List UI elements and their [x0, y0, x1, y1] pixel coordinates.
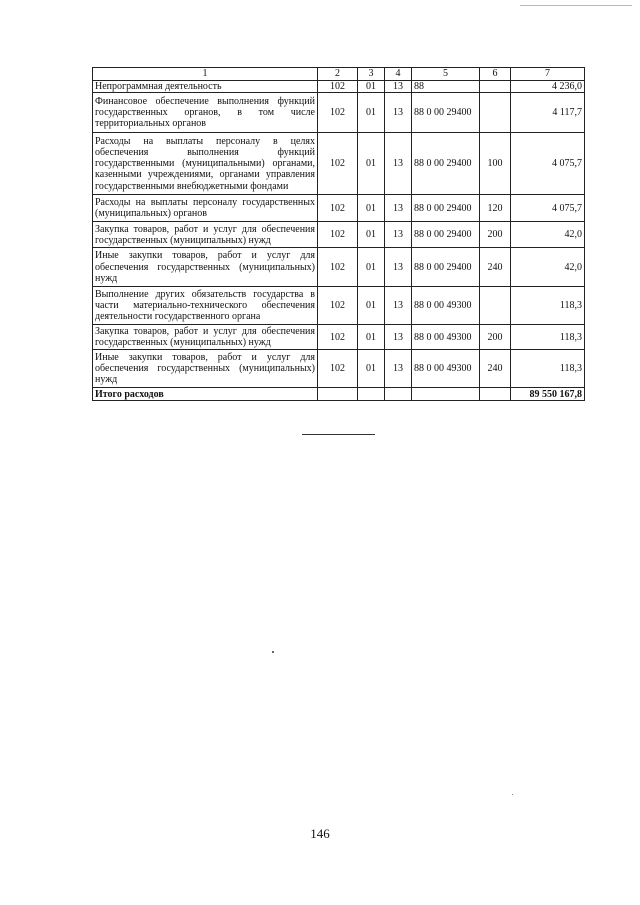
row-name: Иные закупки товаров, работ и услуг для обеспечения государственных (муниципальных) нужд [93, 350, 318, 388]
code-target-article: 88 0 00 29400 [412, 248, 480, 287]
row-amount: 118,3 [511, 287, 585, 325]
header-cell: 5 [412, 68, 480, 81]
code-expense-type: 200 [480, 325, 511, 350]
table-row [93, 195, 585, 222]
code-expense-type: 200 [480, 222, 511, 248]
header-cell: 3 [358, 68, 385, 81]
table-row [93, 325, 585, 350]
empty-cell [480, 388, 511, 401]
code-subsection: 13 [385, 133, 412, 195]
code-ministry: 102 [318, 325, 358, 350]
code-ministry: 102 [318, 195, 358, 222]
code-expense-type: 100 [480, 133, 511, 195]
code-section: 01 [358, 81, 385, 93]
code-section: 01 [358, 287, 385, 325]
top-edge-rule [520, 5, 632, 6]
code-expense-type: 240 [480, 350, 511, 388]
row-amount: 42,0 [511, 222, 585, 248]
row-name: Расходы на выплаты персоналу в целях обеспечения выполнения функций государственными (муниципальными) органами, казенными учреждениями, органами управления государственными внебюджетными фондами [93, 133, 318, 195]
row-amount: 4 075,7 [511, 133, 585, 195]
table-row [93, 93, 585, 133]
code-target-article: 88 0 00 29400 [412, 195, 480, 222]
row-amount: 118,3 [511, 350, 585, 388]
page-number: 146 [310, 826, 330, 841]
empty-cell [318, 388, 358, 401]
code-subsection: 13 [385, 195, 412, 222]
row-name: Расходы на выплаты персоналу государственных (муниципальных) органов [93, 195, 318, 222]
code-subsection: 13 [385, 287, 412, 325]
code-target-article: 88 0 00 49300 [412, 287, 480, 325]
table-row [93, 350, 585, 388]
total-amount: 89 550 167,8 [511, 388, 585, 401]
row-amount: 4 236,0 [511, 81, 585, 93]
empty-cell [412, 388, 480, 401]
code-expense-type: 240 [480, 248, 511, 287]
code-section: 01 [358, 195, 385, 222]
table-row [93, 81, 585, 93]
code-subsection: 13 [385, 325, 412, 350]
table-row [93, 222, 585, 248]
code-target-article: 88 0 00 29400 [412, 133, 480, 195]
code-expense-type [480, 93, 511, 133]
code-subsection: 13 [385, 93, 412, 133]
code-ministry: 102 [318, 248, 358, 287]
code-ministry: 102 [318, 93, 358, 133]
header-cell: 1 [93, 68, 318, 81]
code-ministry: 102 [318, 350, 358, 388]
row-name: Закупка товаров, работ и услуг для обеспечения государственных (муниципальных) нужд [93, 325, 318, 350]
code-subsection: 13 [385, 81, 412, 93]
code-section: 01 [358, 133, 385, 195]
table-header-row [93, 68, 585, 81]
header-cell: 4 [385, 68, 412, 81]
code-target-article: 88 0 00 49300 [412, 325, 480, 350]
header-cell: 2 [318, 68, 358, 81]
code-ministry: 102 [318, 133, 358, 195]
code-subsection: 13 [385, 248, 412, 287]
code-expense-type: 120 [480, 195, 511, 222]
row-amount: 118,3 [511, 325, 585, 350]
row-name: Иные закупки товаров, работ и услуг для обеспечения государственных (муниципальных) нужд [93, 248, 318, 287]
scan-speck [512, 794, 513, 795]
code-expense-type [480, 81, 511, 93]
scan-speck [272, 651, 274, 653]
total-row [93, 388, 585, 401]
header-cell: 7 [511, 68, 585, 81]
code-section: 01 [358, 93, 385, 133]
code-target-article: 88 0 00 29400 [412, 93, 480, 133]
row-name: Финансовое обеспечение выполнения функций государственных органов, в том числе территориальных органов [93, 93, 318, 133]
code-ministry: 102 [318, 81, 358, 93]
code-section: 01 [358, 350, 385, 388]
empty-cell [385, 388, 412, 401]
code-target-article: 88 0 00 49300 [412, 350, 480, 388]
header-cell: 6 [480, 68, 511, 81]
table-row [93, 248, 585, 287]
table-row [93, 133, 585, 195]
empty-cell [358, 388, 385, 401]
code-subsection: 13 [385, 222, 412, 248]
code-target-article: 88 [412, 81, 480, 93]
budget-table [92, 67, 585, 401]
code-section: 01 [358, 325, 385, 350]
code-expense-type [480, 287, 511, 325]
code-ministry: 102 [318, 287, 358, 325]
row-name: Закупка товаров, работ и услуг для обеспечения государственных (муниципальных) нужд [93, 222, 318, 248]
separator-line [302, 434, 375, 435]
code-section: 01 [358, 248, 385, 287]
code-ministry: 102 [318, 222, 358, 248]
code-section: 01 [358, 222, 385, 248]
code-target-article: 88 0 00 29400 [412, 222, 480, 248]
code-subsection: 13 [385, 350, 412, 388]
row-amount: 4 075,7 [511, 195, 585, 222]
row-name: Выполнение других обязательств государства в части материально-технического обеспечения деятельности государственного органа [93, 287, 318, 325]
row-amount: 42,0 [511, 248, 585, 287]
row-name: Непрограммная деятельность [93, 81, 318, 93]
table-row [93, 287, 585, 325]
total-label: Итого расходов [93, 388, 318, 401]
row-amount: 4 117,7 [511, 93, 585, 133]
